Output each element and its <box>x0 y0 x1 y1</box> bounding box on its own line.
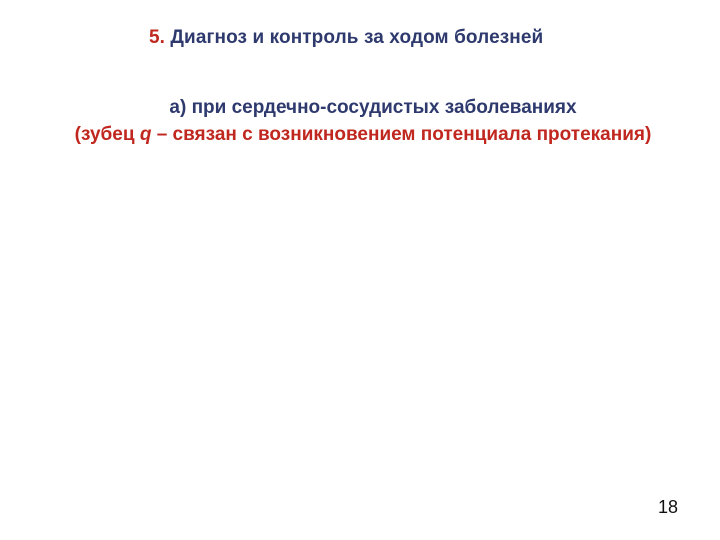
title-text: Диагноз и контроль за ходом болезней <box>165 27 544 48</box>
slide-note <box>0 124 720 146</box>
note-open: (зубец <box>74 124 140 145</box>
page-number: 18 <box>657 497 678 517</box>
note-rest: – связан с возникновением потенциала протекания) <box>151 124 652 145</box>
title-number: 5. <box>149 27 166 48</box>
slide-subtitle: а) при сердечно-сосудистых заболеваниях <box>169 97 577 118</box>
note-q-symbol: q <box>139 124 152 145</box>
slide-title <box>149 27 543 49</box>
